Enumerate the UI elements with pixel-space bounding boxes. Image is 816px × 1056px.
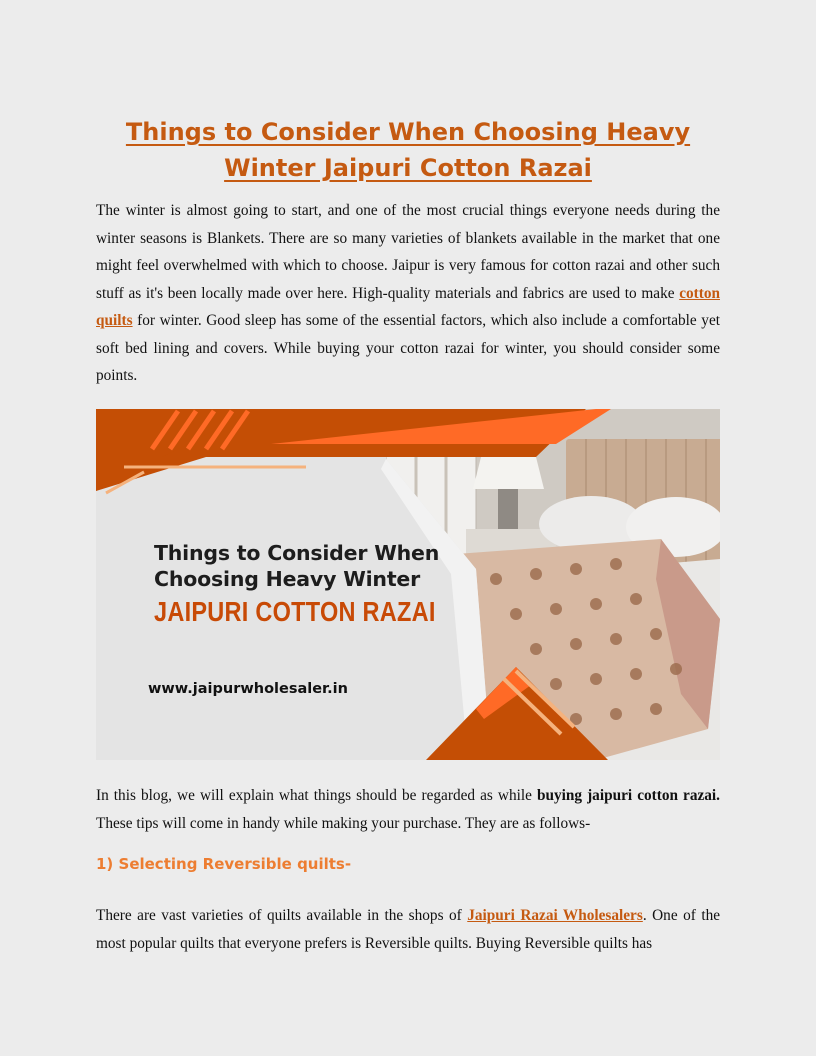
lamp-shade — [473, 457, 544, 489]
banner-url: www.jaipurwholesaler.in — [148, 681, 348, 697]
intro-paragraph — [96, 197, 720, 390]
blog-intro-bold: buying jaipuri cotton razai. — [536, 787, 720, 804]
intro-text-start: The winter is almost going to start, and one of the most crucial things everyone needs during the winter seasons is Blankets. There are so many varieties of blankets available in the market that one might feel overwhelmed with which to choose. Jaipur is very famous for cotton razai and other such stuff as it's been locally made over here. High-quality materials and fabrics are used to make — [96, 202, 720, 302]
intro-text-end: for winter. Good sleep has some of the essential factors, which also include a comfortable yet soft bed lining and covers. While buying your cotton razai for winter, you should consider some points. — [96, 312, 720, 384]
lamp-base — [498, 489, 518, 529]
section1-paragraph — [96, 902, 720, 957]
blog-intro-paragraph — [96, 782, 720, 837]
jaipuri-razai-wholesalers-link[interactable]: Jaipuri Razai Wholesalers — [467, 907, 643, 924]
banner-highlight: JAIPURI COTTON RAZAI — [154, 596, 436, 627]
cotton-quilts-link[interactable]: cotton quilts — [96, 284, 720, 329]
page-title: Things to Consider When Choosing Heavy Winter Jaipuri Cotton Razai — [125, 118, 691, 182]
blog-intro-start: In this blog, we will explain what things should be regarded as while — [96, 787, 537, 804]
section1-text-start: There are vast varieties of quilts available in the shops of — [96, 907, 468, 924]
section-heading-reversible-quilts: 1) Selecting Reversible quilts- — [96, 855, 352, 873]
blog-banner-image — [96, 409, 720, 760]
section1-text-rest: . One of the most popular quilts that everyone prefers is Reversible quilts. Buying Reversible quilts has — [96, 907, 721, 952]
banner-heading: Things to Consider When Choosing Heavy Winter — [154, 541, 440, 591]
blog-intro-end: These tips will come in handy while making your purchase. They are as follows- — [96, 814, 591, 832]
